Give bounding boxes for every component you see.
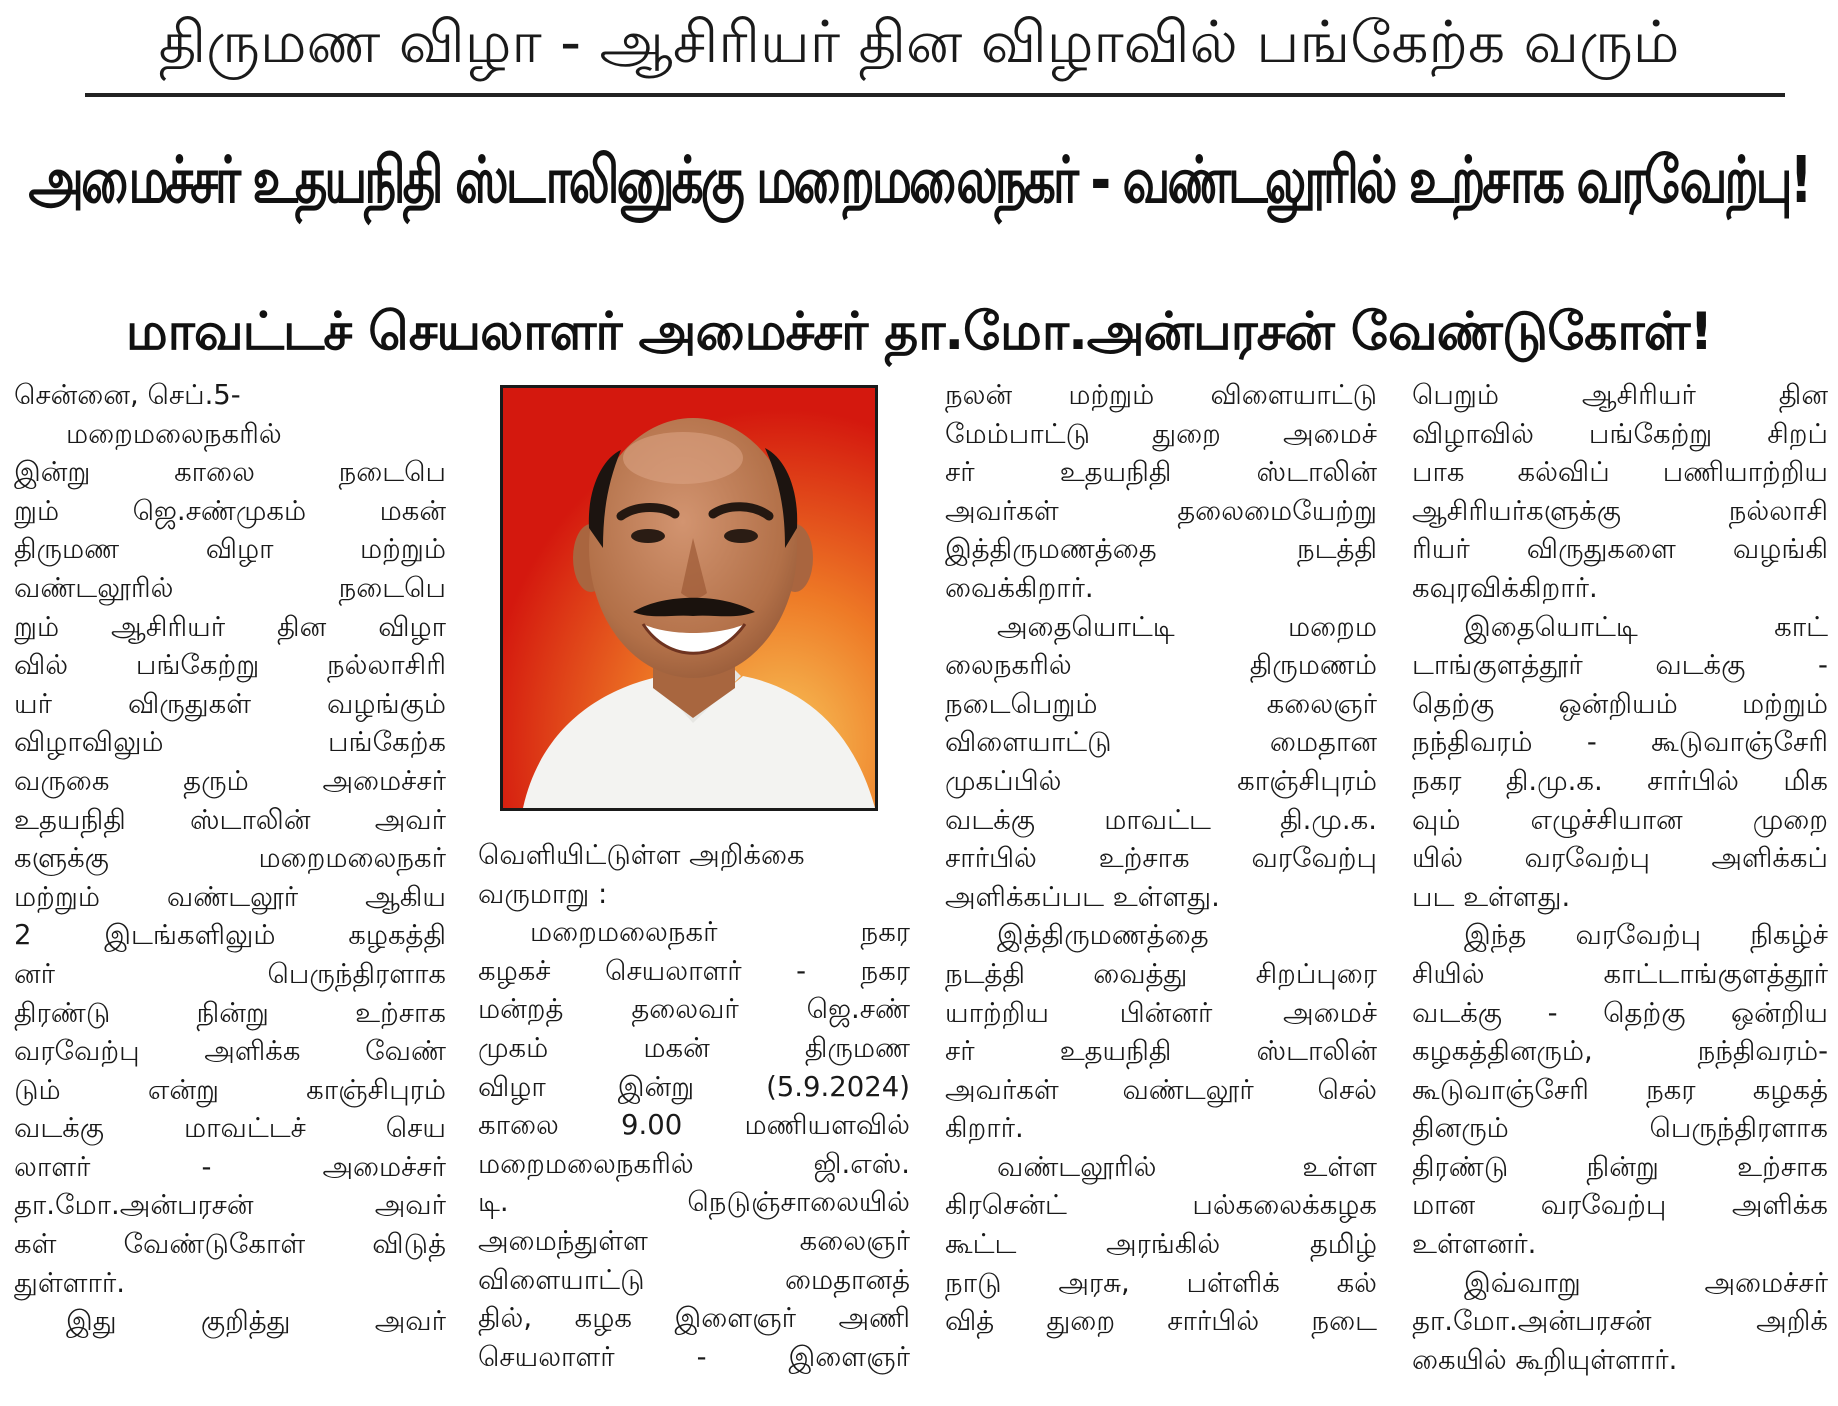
article-line: தில், கழக இளைஞர் அணி xyxy=(478,1302,910,1335)
article-line: யர் விருதுகள் வழங்கும் xyxy=(14,687,446,720)
article-line: வில் பங்கேற்று நல்லாசிரி xyxy=(14,649,446,682)
article-line: இத்திருமணத்தை நடத்தி xyxy=(945,533,1377,566)
article-line: தினரும் பெருந்திரளாக xyxy=(1412,1112,1828,1145)
article-line: 2 இடங்களிலும் கழகத்தி xyxy=(14,919,446,952)
article-line: களுக்கு மறைமலைநகர் xyxy=(14,842,446,875)
article-column-4 xyxy=(1412,376,1828,1379)
article-line: றும் ஆசிரியர் தின விழா xyxy=(14,610,446,643)
article-line: முகப்பில் காஞ்சிபுரம் xyxy=(945,764,1377,797)
article-column-1 xyxy=(14,376,446,1341)
article-line: விளையாட்டு மைதானத் xyxy=(478,1263,910,1296)
article-line: றும் ஜெ.சண்முகம் மகன் xyxy=(14,494,446,527)
article-line: கிரசென்ட் பல்கலைக்கழக xyxy=(945,1189,1377,1222)
article-line: வடக்கு மாவட்ட தி.மு.க. xyxy=(945,803,1377,836)
article-line: சார்பில் உற்சாக வரவேற்பு xyxy=(945,842,1377,875)
article-line: வித் துறை சார்பில் நடை xyxy=(945,1305,1377,1338)
article-line: டும் என்று காஞ்சிபுரம் xyxy=(14,1073,446,1106)
article-line: அளிக்கப்பட உள்ளது. xyxy=(945,880,1220,913)
article-line: நாடு அரசு, பள்ளிக் கல் xyxy=(945,1266,1377,1299)
article-line: சர் உதயநிதி ஸ்டாலின் xyxy=(945,456,1377,489)
article-line: வருமாறு : xyxy=(478,877,608,910)
article-line: கூடுவாஞ்சேரி நகர கழகத் xyxy=(1412,1073,1828,1106)
article-line: சென்னை, செப்.5- xyxy=(14,379,241,411)
main-headline: அமைச்சர் உதயநிதி ஸ்டாலினுக்கு மறைமலைநகர் - வண்டலூரில் உற்சாக வரவேற்பு! xyxy=(28,142,1810,217)
sub-headline: மாவட்டச் செயலாளர் அமைச்சர் தா.மோ.அன்பரசன் வேண்டுகோள்! xyxy=(125,301,1713,362)
article-line: முகம் மகன் திருமண xyxy=(478,1031,910,1064)
article-line: வும் எழுச்சியான முறை xyxy=(1412,803,1828,836)
article-line: விழாவில் பங்கேற்று சிறப் xyxy=(1412,417,1828,450)
article-line: திரண்டு நின்று உற்சாக xyxy=(14,996,446,1029)
article-line: இத்திருமணத்தை xyxy=(997,919,1209,952)
article-line: வண்டலூரில் நடைபெ xyxy=(14,571,446,604)
article-line: விளையாட்டு மைதான xyxy=(945,726,1377,759)
article-line: அவர்கள் வண்டலூர் செல் xyxy=(945,1073,1377,1106)
article-line: கிறார். xyxy=(945,1112,1024,1145)
article-line: மன்றத் தலைவர் ஜெ.சண் xyxy=(478,993,910,1026)
article-line: திரண்டு நின்று உற்சாக xyxy=(1412,1150,1828,1183)
article-line: மறைமலைநகரில் xyxy=(66,417,282,450)
article-line: ரியர் விருதுகளை வழங்கி xyxy=(1412,533,1828,566)
article-line: வைக்கிறார். xyxy=(945,571,1094,604)
article-line: அவர்கள் தலைமையேற்று xyxy=(945,494,1377,527)
article-line: வருகை தரும் அமைச்சர் xyxy=(14,764,446,797)
article-line: டாங்குளத்தூர் வடக்கு - xyxy=(1412,649,1828,682)
article-line: விழாவிலும் பங்கேற்க xyxy=(14,726,446,759)
article-line: அதையொட்டி மறைம xyxy=(997,610,1377,643)
article-line: தா.மோ.அன்பரசன் அவர் xyxy=(14,1189,446,1222)
article-line: ஆசிரியர்களுக்கு நல்லாசி xyxy=(1412,494,1828,527)
article-line: கையில் கூறியுள்ளார். xyxy=(1412,1343,1678,1376)
article-line: னர் பெருந்திரளாக xyxy=(14,957,446,990)
article-column-2 xyxy=(478,836,910,1376)
portrait-photo xyxy=(500,385,878,811)
article-line: வடக்கு மாவட்டச் செய xyxy=(14,1112,446,1145)
article-line: வெளியிட்டுள்ள அறிக்கை xyxy=(478,839,805,871)
article-line: கழகச் செயலாளர் - நகர xyxy=(478,954,910,987)
article-line: இது குறித்து அவர் xyxy=(66,1305,446,1338)
article-line: டி. நெடுஞ்சாலையில் xyxy=(478,1186,910,1219)
article-line: கள் வேண்டுகோள் விடுத் xyxy=(14,1228,446,1261)
article-line: தெற்கு ஒன்றியம் மற்றும் xyxy=(1412,687,1828,720)
article-line: நடத்தி வைத்து சிறப்புரை xyxy=(945,957,1377,990)
article-line: நலன் மற்றும் விளையாட்டு xyxy=(945,379,1377,411)
article-line: கழகத்தினரும், நந்திவரம்- xyxy=(1412,1035,1828,1068)
article-line: உள்ளனர். xyxy=(1412,1228,1537,1261)
article-line: திருமண விழா மற்றும் xyxy=(14,533,446,566)
article-line: மறைமலைநகர் நகர xyxy=(530,916,910,949)
article-line: லைநகரில் திருமணம் xyxy=(945,649,1377,682)
article-line: இதையொட்டி காட் xyxy=(1464,610,1828,643)
article-line: லாளர் - அமைச்சர் xyxy=(14,1150,446,1183)
kicker-headline: திருமண விழா - ஆசிரியர் தின விழாவில் பங்கேற்க வரும் xyxy=(158,8,1680,76)
article-line: வண்டலூரில் உள்ள xyxy=(997,1150,1377,1183)
article-line: கவுரவிக்கிறார். xyxy=(1412,571,1598,604)
article-line: உதயநிதி ஸ்டாலின் அவர் xyxy=(14,803,446,836)
article-line: இந்த வரவேற்பு நிகழ்ச் xyxy=(1464,919,1828,952)
article-line: மேம்பாட்டு துறை அமைச் xyxy=(945,417,1377,450)
article-line: விழா இன்று (5.9.2024) xyxy=(478,1070,910,1103)
article-line: தா.மோ.அன்பரசன் அறிக் xyxy=(1412,1305,1828,1338)
article-line: நந்திவரம் - கூடுவாஞ்சேரி xyxy=(1412,726,1828,759)
article-line: அமைந்துள்ள கலைஞர் xyxy=(478,1224,910,1257)
article-column-3 xyxy=(945,376,1377,1341)
article-line: மறைமலைநகரில் ஜி.எஸ். xyxy=(478,1147,910,1180)
article-line: யில் வரவேற்பு அளிக்கப் xyxy=(1412,842,1828,875)
article-line: காலை 9.00 மணியளவில் xyxy=(478,1109,910,1142)
article-line: வரவேற்பு அளிக்க வேண் xyxy=(14,1035,446,1068)
article-line: கூட்ட அரங்கில் தமிழ் xyxy=(945,1228,1377,1261)
article-line: யாற்றிய பின்னர் அமைச் xyxy=(945,996,1377,1029)
article-line: செயலாளர் - இளைஞர் xyxy=(478,1340,910,1373)
article-line: பட உள்ளது. xyxy=(1412,880,1571,913)
article-line: துள்ளார். xyxy=(14,1266,125,1299)
article-line: மற்றும் வண்டலூர் ஆகிய xyxy=(14,880,446,913)
article-line: பாக கல்விப் பணியாற்றிய xyxy=(1412,456,1828,489)
article-line: மான வரவேற்பு அளிக்க xyxy=(1412,1189,1828,1222)
article-line: இவ்வாறு அமைச்சர் xyxy=(1464,1266,1828,1299)
article-line: இன்று காலை நடைபெ xyxy=(14,456,446,489)
article-line: நகர தி.மு.க. சார்பில் மிக xyxy=(1412,764,1828,797)
article-line: பெறும் ஆசிரியர் தின xyxy=(1412,379,1828,411)
article-line: சர் உதயநிதி ஸ்டாலின் xyxy=(945,1035,1377,1068)
article-line: சியில் காட்டாங்குளத்தூர் xyxy=(1412,957,1828,990)
article-line: வடக்கு - தெற்கு ஒன்றிய xyxy=(1412,996,1828,1029)
article-line: நடைபெறும் கலைஞர் xyxy=(945,687,1377,720)
